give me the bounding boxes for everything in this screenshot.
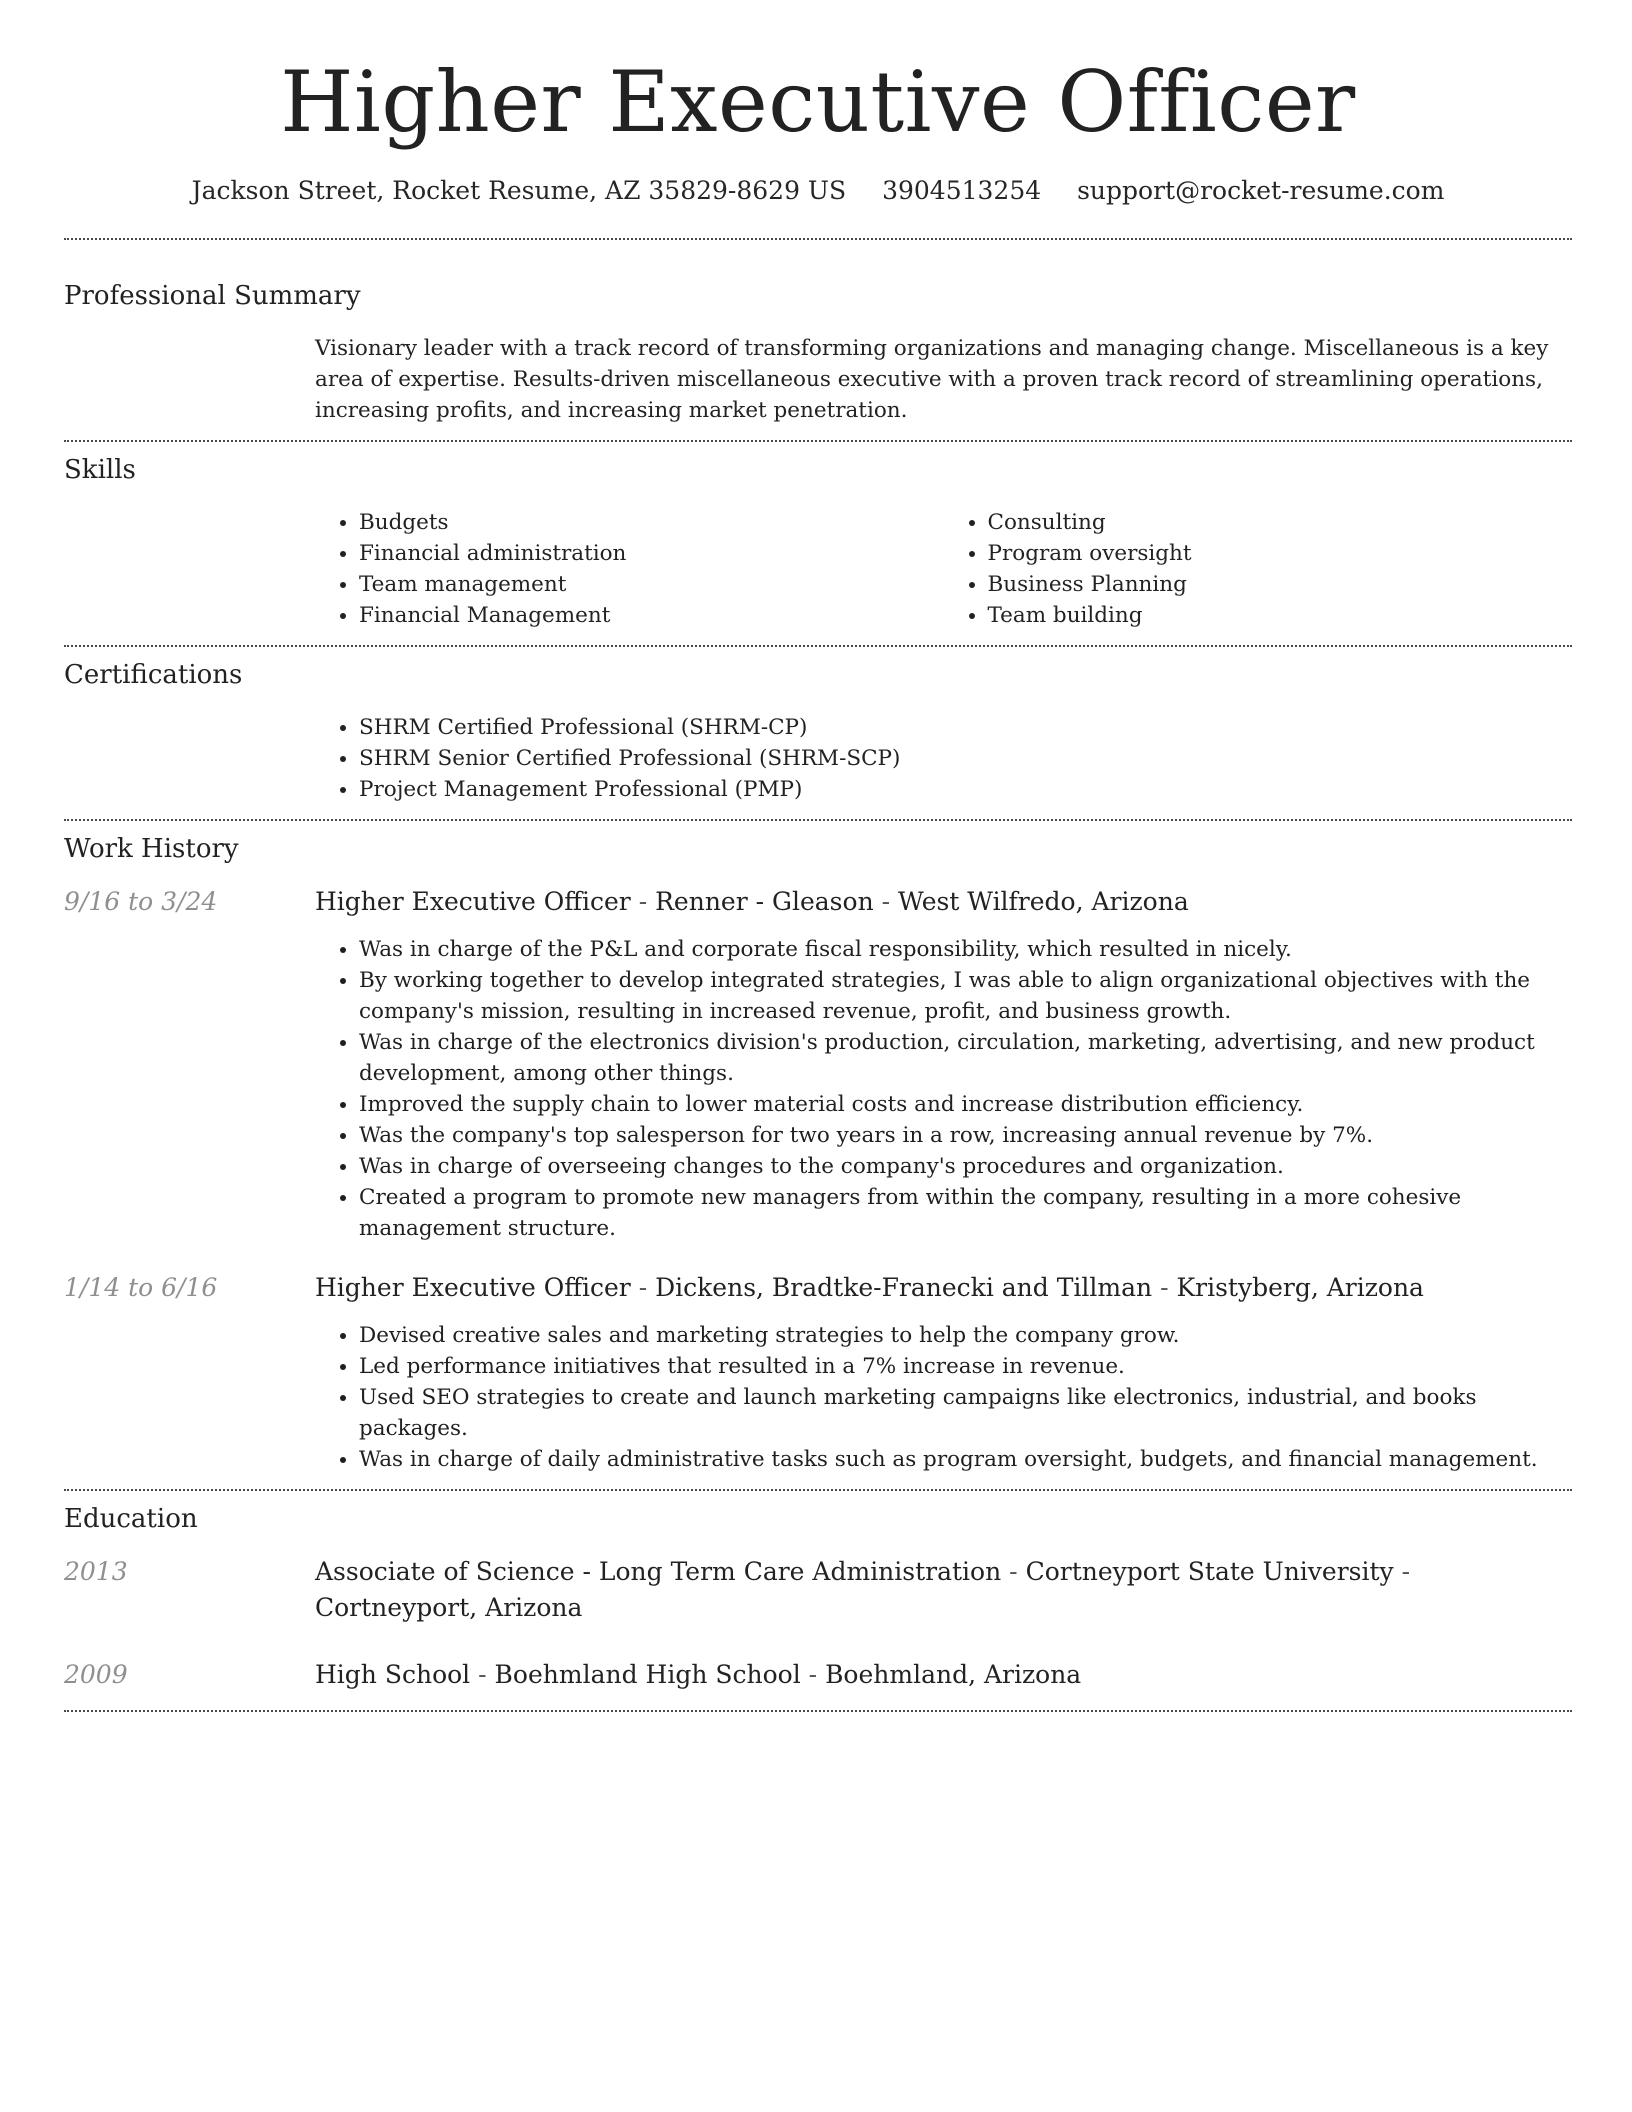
skill-item: • Budgets bbox=[359, 507, 944, 538]
candidate-name: Higher Executive Officer bbox=[280, 53, 1356, 151]
skill-item: • Team management bbox=[359, 569, 944, 600]
job-bullet: • Was in charge of the P&L and corporate fiscal responsibility, which resulted in nicely. bbox=[359, 934, 1572, 965]
divider bbox=[64, 645, 1572, 647]
skill-item: • Program oversight bbox=[988, 538, 1573, 569]
skills-title: Skills bbox=[64, 455, 136, 485]
job-bullet: • Was the company's top salesperson for two years in a row, increasing annual revenue by 7%. bbox=[359, 1120, 1572, 1151]
job-heading: Higher Executive Officer - Dickens, Bradtke-Franecki and Tillman - Kristyberg, Arizona bbox=[315, 1273, 1424, 1302]
certification-item: • Project Management Professional (PMP) bbox=[359, 774, 1572, 805]
job-location: West Wilfredo, Arizona bbox=[898, 887, 1189, 916]
job-body bbox=[315, 884, 1572, 1244]
job-role: Higher Executive Officer bbox=[315, 1273, 631, 1302]
contact-email: support@rocket-resume.com bbox=[1077, 176, 1445, 205]
skill-item: • Financial administration bbox=[359, 538, 944, 569]
contact-address: Jackson Street, Rocket Resume, AZ 35829-8629 US bbox=[191, 176, 847, 205]
education-section bbox=[64, 1504, 1572, 1693]
divider bbox=[64, 1489, 1572, 1491]
job-bullet: • Was in charge of the electronics division's production, circulation, marketing, advertising, and new product development, among other things. bbox=[359, 1027, 1572, 1089]
education-entry bbox=[64, 1554, 1572, 1626]
skills-column-2 bbox=[944, 507, 1573, 631]
education-heading: Associate of Science - Long Term Care Administration - Cortneyport State University - Cortneyport, Arizona bbox=[315, 1557, 1411, 1622]
job-bullets bbox=[315, 934, 1572, 1244]
summary-section bbox=[64, 281, 1572, 426]
skill-item: • Team building bbox=[988, 600, 1573, 631]
work-title: Work History bbox=[64, 834, 239, 864]
divider bbox=[64, 238, 1572, 240]
education-entry bbox=[64, 1657, 1572, 1693]
job-bullet: • Was in charge of daily administrative tasks such as program oversight, budgets, and financial management. bbox=[359, 1444, 1572, 1475]
work-section bbox=[64, 834, 1572, 1475]
job-bullet: • Led performance initiatives that resulted in a 7% increase in revenue. bbox=[359, 1351, 1572, 1382]
certifications-list bbox=[315, 712, 1572, 805]
contact-phone: 3904513254 bbox=[882, 176, 1042, 205]
job-company: Renner - Gleason bbox=[655, 887, 874, 916]
job-entry bbox=[64, 1270, 1572, 1475]
job-body bbox=[315, 1270, 1572, 1475]
skill-item: • Business Planning bbox=[988, 569, 1573, 600]
summary-title: Professional Summary bbox=[64, 281, 361, 311]
summary-text: Visionary leader with a track record of transforming organizations and managing change. Miscellaneous is a key area of expertise. Results-driven miscellaneous executive with a proven track record of streamlining operations, increasing profits, and increasing market penetration. bbox=[315, 336, 1549, 423]
education-body bbox=[315, 1657, 1572, 1693]
education-school: Boehmland High School bbox=[494, 1660, 801, 1689]
job-bullet: • Used SEO strategies to create and launch marketing campaigns like electronics, industrial, and books packages. bbox=[359, 1382, 1572, 1444]
job-bullet: • Improved the supply chain to lower material costs and increase distribution efficiency. bbox=[359, 1089, 1572, 1120]
job-bullet: • Devised creative sales and marketing strategies to help the company grow. bbox=[359, 1320, 1572, 1351]
divider bbox=[64, 819, 1572, 821]
education-title: Education bbox=[64, 1504, 198, 1534]
education-location: Cortneyport, Arizona bbox=[315, 1593, 583, 1622]
education-school: Cortneyport State University bbox=[1025, 1557, 1394, 1586]
skills-section bbox=[64, 455, 1572, 631]
education-heading: High School - Boehmland High School - Boehmland, Arizona bbox=[315, 1660, 1082, 1689]
resume-page bbox=[64, 0, 1572, 1712]
skill-item: • Consulting bbox=[988, 507, 1573, 538]
job-heading: Higher Executive Officer - Renner - Gleason - West Wilfredo, Arizona bbox=[315, 887, 1189, 916]
job-bullet: • Created a program to promote new managers from within the company, resulting in a more cohesive management structure. bbox=[359, 1182, 1572, 1244]
contact-line bbox=[64, 176, 1572, 205]
certifications-section bbox=[64, 660, 1572, 805]
job-location: Kristyberg, Arizona bbox=[1176, 1273, 1424, 1302]
education-location: Boehmland, Arizona bbox=[825, 1660, 1082, 1689]
job-dates: 9/16 to 3/24 bbox=[64, 887, 218, 916]
job-bullets bbox=[315, 1320, 1572, 1475]
education-year: 2009 bbox=[64, 1660, 128, 1689]
certification-item: • SHRM Certified Professional (SHRM-CP) bbox=[359, 712, 1572, 743]
education-body bbox=[315, 1554, 1572, 1626]
job-company: Dickens, Bradtke-Franecki and Tillman bbox=[655, 1273, 1153, 1302]
skill-item: • Financial Management bbox=[359, 600, 944, 631]
job-entry bbox=[64, 884, 1572, 1244]
education-degree: Associate of Science - Long Term Care Administration bbox=[315, 1557, 1002, 1586]
job-dates: 1/14 to 6/16 bbox=[64, 1273, 218, 1302]
job-role: Higher Executive Officer bbox=[315, 887, 631, 916]
skills-column-1 bbox=[315, 507, 944, 631]
job-bullet: • Was in charge of overseeing changes to the company's procedures and organization. bbox=[359, 1151, 1572, 1182]
divider bbox=[64, 440, 1572, 442]
divider bbox=[64, 1710, 1572, 1712]
education-year: 2013 bbox=[64, 1557, 128, 1586]
certifications-title: Certifications bbox=[64, 660, 243, 690]
certification-item: • SHRM Senior Certified Professional (SHRM-SCP) bbox=[359, 743, 1572, 774]
skills-list bbox=[315, 507, 1572, 631]
education-degree: High School bbox=[315, 1660, 471, 1689]
job-bullet: • By working together to develop integrated strategies, I was able to align organizational objectives with the company's mission, resulting in increased revenue, profit, and business growth. bbox=[359, 965, 1572, 1027]
